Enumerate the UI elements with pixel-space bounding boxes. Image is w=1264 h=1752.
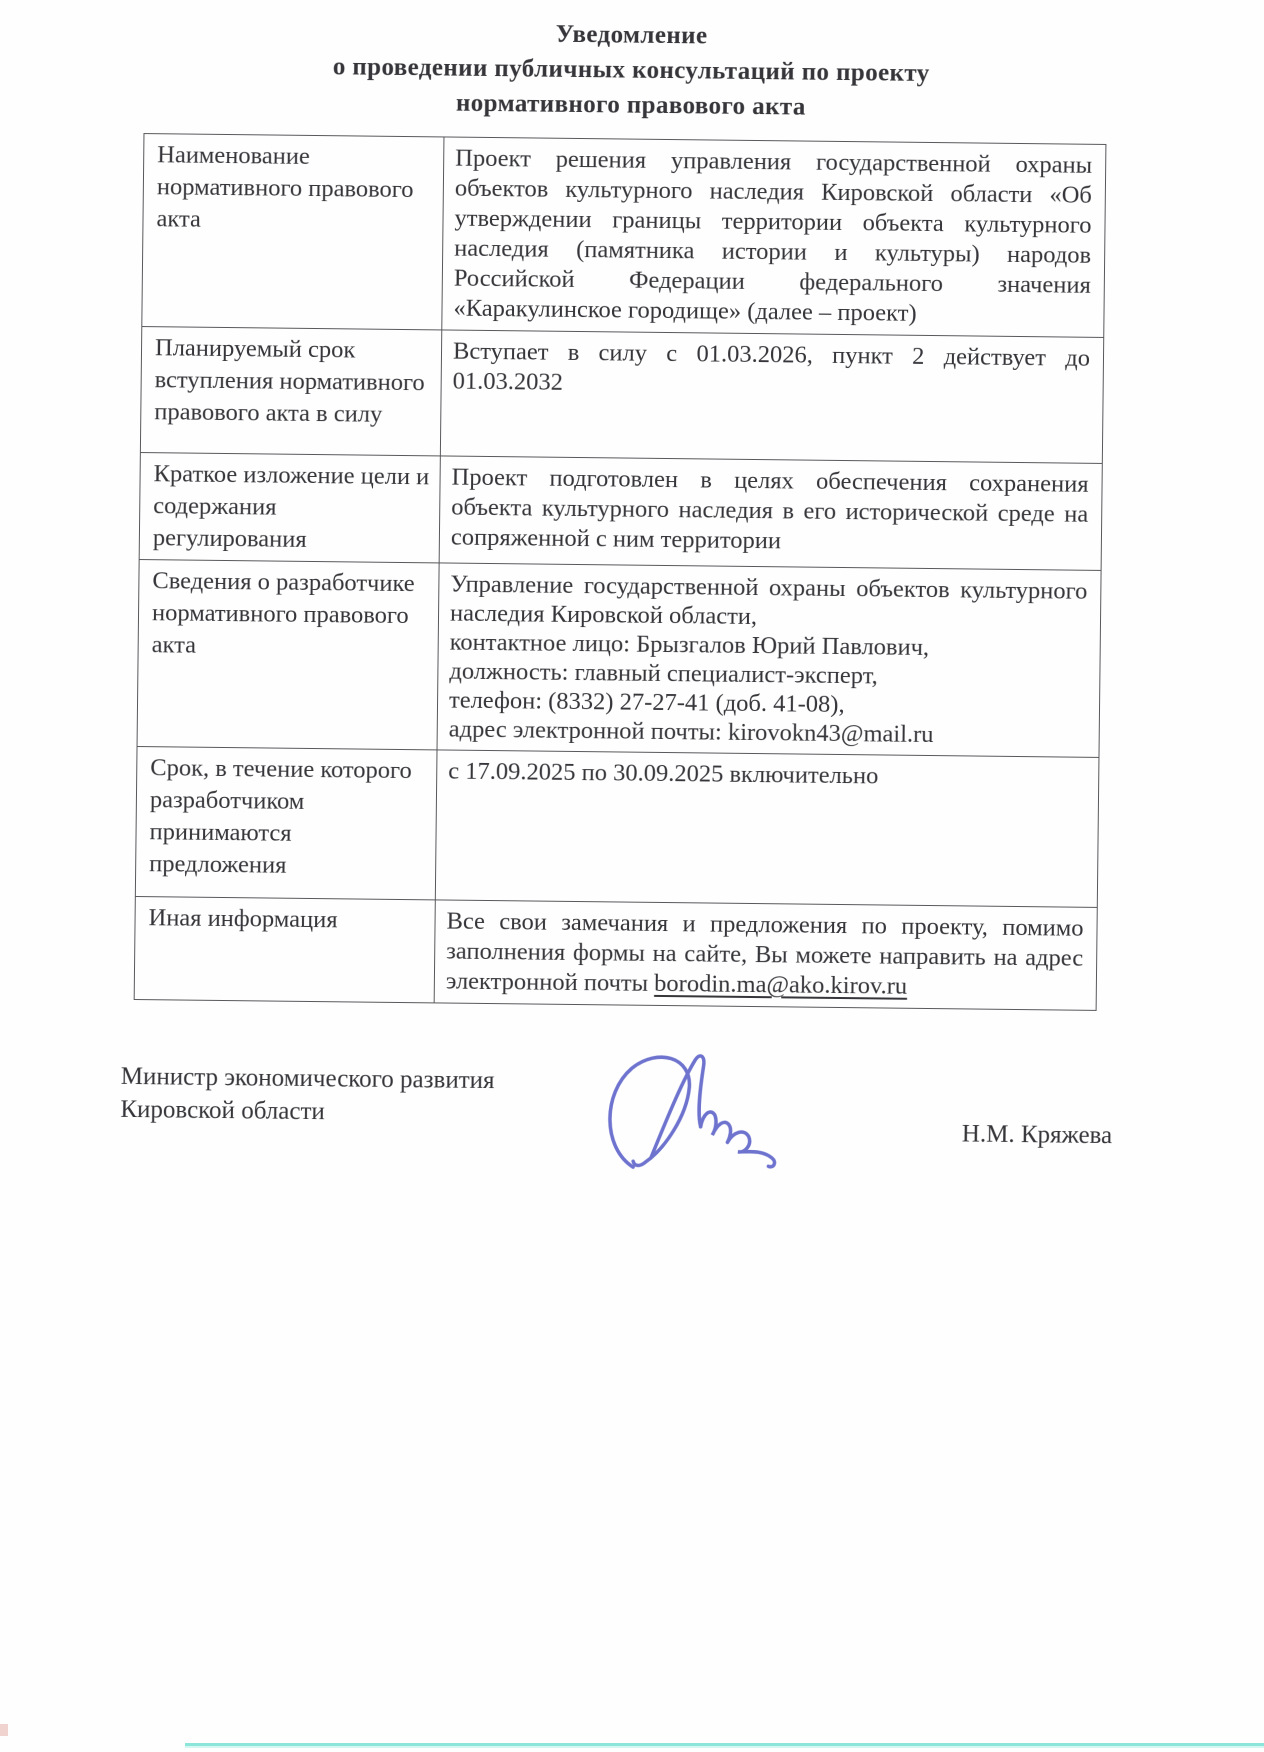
title-line-1: Уведомление [555,20,708,50]
signer-name: Н.М. Кряжева [961,1120,1113,1150]
table-row [142,134,1106,338]
other-info-text: Все свои замечания и предложения по проекту, помимо заполнения формы на сайте, Вы можете направить на адрес электронной почты [445,907,1084,997]
row-value-proposal-period: с 17.09.2025 по 30.09.2025 включительно [435,750,1099,908]
row-value-developer [437,563,1101,757]
table-row [137,560,1101,758]
row-value-planned-term: Вступает в силу с 01.03.2026, пункт 2 действует до 01.03.2032 [440,330,1103,464]
table-row [139,453,1102,571]
row-label-act-name: Наименование нормативного правового акта [142,134,444,330]
row-value-other-info [434,900,1097,1011]
row-label-summary: Краткое изложение цели и содержания регулирования [139,453,440,563]
title-line-3: нормативного правового акта [455,89,806,121]
developer-position-line: должность: главный специалист-эксперт, [449,657,878,690]
table-row [140,327,1103,464]
document-title [0,10,1264,129]
developer-email-line: адрес электронной почты: kirovokn43@mail.ru [448,715,934,749]
signer-position-line-1: Министр экономического развития [120,1062,495,1095]
title-line-2: о проведении публичных консультаций по проекту [332,53,930,87]
row-label-planned-term: Планируемый срок вступления нормативного правового акта в силу [140,327,441,456]
table-row [134,897,1097,1011]
developer-contact-line: контактное лицо: Брызгалов Юрий Павлович, [449,628,930,661]
developer-org-line: Управление государственной охраны объектов культурного наследия Кировской области, [449,570,1088,631]
signature-block [119,1060,1113,1221]
row-value-act-name: Проект решения управления государственной охраны объектов культурного наследия Кировской области «Об утверждении границы территории объекта культурного наследия (памятника истории и культуры) народов Российской Федерации федерального значения «Каракулинское городище» (далее – проект) [442,137,1106,337]
table-row [135,747,1099,908]
row-value-summary: Проект подготовлен в целях обеспечения сохранения объекта культурного наследия в его исторической среде на сопряженной с ним территории [439,456,1102,571]
consultation-info-table [134,133,1107,1011]
row-label-proposal-period: Срок, в течение которого разработчиком принимаются предложения [135,747,437,900]
handwritten-signature [598,1051,799,1178]
scan-artifact-dot [0,1724,8,1736]
signer-position-line-2: Кировской области [120,1095,325,1126]
row-label-developer: Сведения о разработчике нормативного правового акта [137,560,439,750]
scan-artifact-line [185,1743,1264,1746]
feedback-email-link: borodin.ma@ako.kirov.ru [654,969,908,1000]
row-label-other-info: Иная информация [134,897,435,1003]
developer-phone-line: телефон: (8332) 27-27-41 (доб. 41-08), [448,686,845,719]
